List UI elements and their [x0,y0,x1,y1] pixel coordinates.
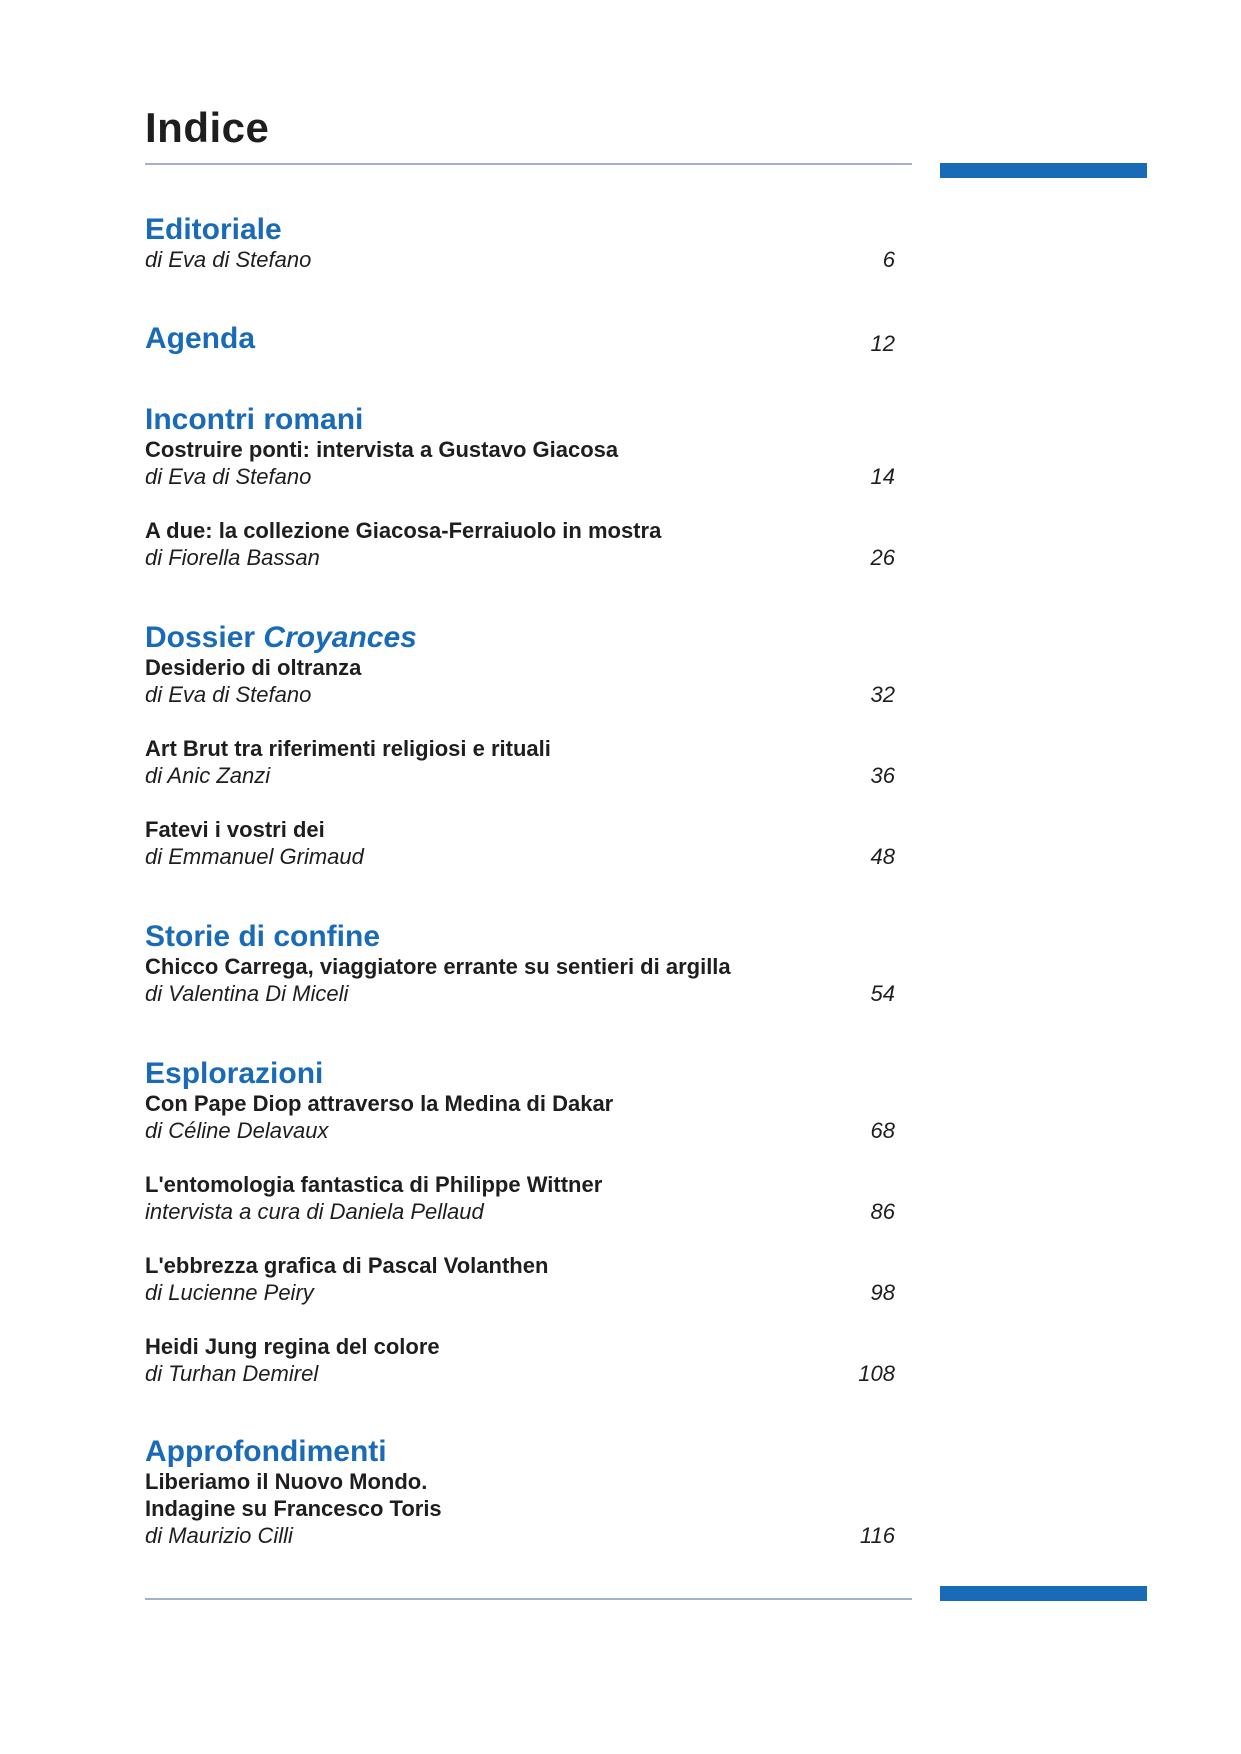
toc-entry[interactable] [145,246,895,273]
section-approfondimenti [145,1436,895,1576]
section-title: Approfondimenti [145,1435,387,1468]
entry-author: intervista a cura di Daniela Pellaud [145,1199,484,1224]
section-dossier-croyances [145,622,895,897]
section-title-italic: Croyances [263,621,417,654]
entry-title: Desiderio di oltranza [145,655,362,680]
page-number: 86 [870,1199,895,1224]
page-number: 26 [870,545,895,570]
entry-title: Art Brut tra riferimenti religiosi e rituali [145,736,551,761]
entry-title: L'entomologia fantastica di Philippe Wittner [145,1172,603,1197]
entry-title: Costruire ponti: intervista a Gustavo Giacosa [145,437,619,462]
page-number: 14 [870,464,895,489]
toc-entry[interactable] [145,323,895,355]
page-number: 6 [882,247,895,272]
toc-entry[interactable] [145,517,895,571]
top-accent-bar [940,163,1147,178]
toc-entry[interactable] [145,1468,895,1549]
section-title: Incontri romani [145,403,364,436]
page-number: 54 [870,981,895,1006]
toc-entry[interactable] [145,953,895,1007]
toc-entry[interactable] [145,1252,895,1306]
section-title-main: Dossier [145,621,256,654]
section-title: Agenda [145,322,256,355]
page-number: 98 [870,1280,895,1305]
entry-author: di Turhan Demirel [145,1361,319,1386]
toc-entry[interactable] [145,1333,895,1387]
entry-author: di Maurizio Cilli [145,1523,293,1548]
entry-author: di Emmanuel Grimaud [145,844,364,869]
entry-title: Liberiamo il Nuovo Mondo. [145,1469,428,1494]
page-number: 48 [870,844,895,869]
section-title: Editoriale [145,213,282,246]
section-storie-di-confine [145,921,895,1034]
page-number: 68 [870,1118,895,1143]
entry-author: di Lucienne Peiry [145,1280,314,1305]
bottom-accent-bar [940,1586,1147,1601]
page-number: 36 [870,763,895,788]
entry-author: di Eva di Stefano [145,682,312,707]
section-title [145,622,895,654]
entry-author: di Valentina Di Miceli [145,981,349,1006]
toc-entry[interactable] [145,654,895,708]
entry-title: Con Pape Diop attraverso la Medina di Dakar [145,1091,614,1116]
entry-title: Fatevi i vostri dei [145,817,325,842]
page-number: 32 [870,682,895,707]
entry-title: Chicco Carrega, viaggiatore errante su sentieri di argilla [145,954,731,979]
section-incontri-romani [145,404,895,598]
entry-title: L'ebbrezza grafica di Pascal Volanthen [145,1253,549,1278]
entry-title: Heidi Jung regina del colore [145,1334,440,1359]
section-editoriale [145,214,895,300]
toc-entry[interactable] [145,1090,895,1144]
top-divider [145,163,912,165]
section-agenda [145,323,895,355]
entry-author: di Céline Delavaux [145,1118,329,1143]
toc-entry[interactable] [145,816,895,870]
page-title: Indice [145,104,270,151]
entry-author: di Eva di Stefano [145,464,312,489]
section-esplorazioni [145,1058,895,1414]
entry-author: di Eva di Stefano [145,247,312,272]
entry-title-line-2: Indagine su Francesco Toris [145,1496,442,1521]
toc-entry[interactable] [145,1171,895,1225]
toc-entry[interactable] [145,735,895,789]
entry-title: A due: la collezione Giacosa-Ferraiuolo in mostra [145,518,662,543]
section-title: Esplorazioni [145,1057,324,1090]
entry-author: di Anic Zanzi [145,763,271,788]
bottom-divider [145,1598,912,1600]
page-number: 108 [858,1361,895,1386]
entry-author: di Fiorella Bassan [145,545,320,570]
toc-entry[interactable] [145,436,895,490]
page-number: 116 [859,1523,895,1548]
section-title: Storie di confine [145,920,381,953]
page-number: 12 [870,331,895,356]
